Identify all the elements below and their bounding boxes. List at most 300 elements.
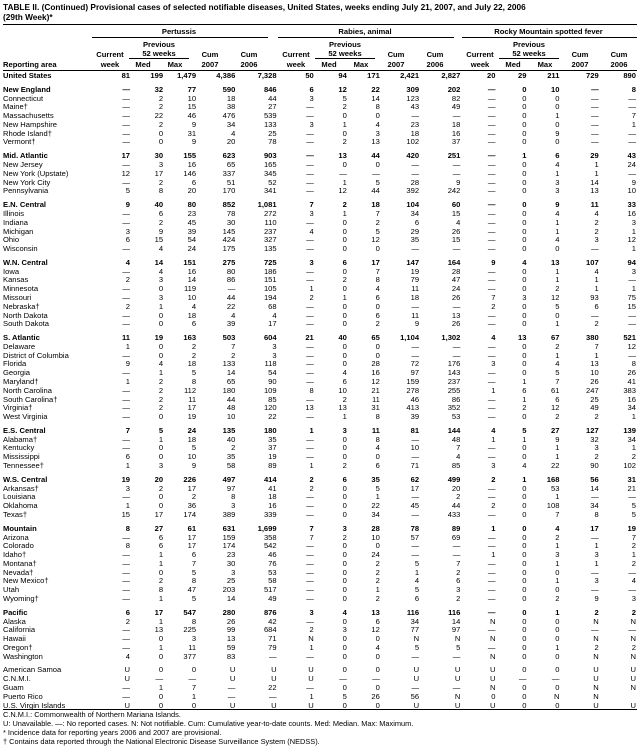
- reporting-area-cell: New Hampshire: [3, 120, 58, 129]
- value-cell: 14: [590, 178, 599, 187]
- value-cell: 19: [410, 267, 420, 276]
- value-cell: 12: [338, 85, 347, 94]
- value-cell: U: [630, 701, 636, 710]
- value-cell: 27: [154, 524, 164, 533]
- value-cell: 2: [456, 493, 461, 502]
- table-title-line1: TABLE II. (Continued) Provisional cases of selected notifiable diseases, United States, weeks ending July 21, 2007, and July 22, 2006: [3, 2, 526, 12]
- value-cell: 48: [451, 435, 461, 444]
- value-cell: 4: [555, 236, 560, 245]
- table-row: [3, 103, 637, 112]
- value-cell: 17: [154, 169, 164, 178]
- value-cell: 0: [555, 245, 560, 254]
- value-cell: 3: [375, 129, 380, 138]
- value-cell: 852: [222, 201, 236, 210]
- value-cell: 29: [410, 227, 420, 236]
- value-cell: 4: [375, 643, 380, 652]
- value-cell: 94: [627, 258, 636, 267]
- value-cell: —: [411, 453, 420, 462]
- value-cell: 21: [371, 386, 380, 395]
- value-cell: 6: [125, 236, 131, 245]
- value-cell: 27: [268, 103, 277, 112]
- value-cell: N: [593, 684, 599, 692]
- value-cell: 34: [590, 502, 599, 511]
- value-cell: 2: [555, 533, 560, 542]
- header-y2007-1-3: 2007: [387, 60, 405, 69]
- value-cell: 34: [226, 120, 236, 129]
- reporting-area-cell: Massachusetts: [3, 112, 54, 121]
- value-cell: 0: [342, 652, 347, 661]
- value-cell: 2: [231, 351, 236, 360]
- value-cell: 8: [375, 413, 380, 422]
- value-cell: 604: [263, 334, 277, 343]
- value-cell: 2: [594, 643, 599, 652]
- value-cell: 2: [158, 120, 164, 129]
- value-cell: 0: [522, 245, 527, 254]
- value-cell: —: [306, 617, 314, 626]
- value-cell: 1: [555, 444, 560, 453]
- value-cell: 1: [631, 120, 636, 129]
- table-row: [3, 436, 637, 445]
- value-cell: 0: [522, 129, 527, 138]
- value-cell: —: [487, 453, 496, 462]
- footnote-legend: U: Unavailable. —: No reported cases. N: Not notifiable. Cum: Cumulative year-to-date counts. Med: Median. Max: Maximum.: [3, 719, 414, 728]
- value-cell: 37: [451, 138, 461, 147]
- reporting-area-cell: W.N. Central: [3, 258, 48, 267]
- value-cell: 44: [371, 187, 380, 196]
- value-cell: 69: [451, 533, 461, 542]
- value-cell: 2: [342, 462, 347, 471]
- value-cell: 1: [309, 426, 314, 435]
- value-cell: 39: [410, 413, 420, 422]
- value-cell: 499: [447, 475, 461, 484]
- value-cell: 1: [522, 475, 527, 484]
- table-row: [3, 635, 637, 644]
- value-cell: 1: [158, 594, 164, 603]
- value-cell: 3: [555, 187, 560, 196]
- reporting-area-cell: Connecticut: [3, 94, 44, 103]
- value-cell: 7: [631, 112, 636, 121]
- reporting-area-cell: E.N. Central: [3, 201, 47, 210]
- value-cell: 53: [268, 568, 277, 577]
- value-cell: 389: [222, 510, 236, 519]
- value-cell: 13: [371, 138, 380, 147]
- value-cell: 3: [631, 267, 636, 276]
- value-cell: 7: [631, 533, 636, 542]
- value-cell: 186: [263, 267, 277, 276]
- value-cell: —: [227, 692, 236, 701]
- header-52weeks-2: 52 weeks: [512, 49, 546, 58]
- value-cell: 180: [263, 426, 277, 435]
- value-cell: 21: [627, 484, 636, 493]
- value-cell: 18: [187, 435, 197, 444]
- value-cell: 202: [447, 85, 461, 94]
- header-previous-1: Previous: [328, 40, 362, 49]
- value-cell: 0: [522, 138, 527, 147]
- data-table: [3, 72, 637, 710]
- value-cell: —: [306, 652, 314, 661]
- reporting-area-cell: Michigan: [3, 227, 34, 236]
- value-cell: —: [487, 395, 496, 404]
- value-cell: 3: [594, 551, 599, 560]
- value-cell: —: [591, 120, 599, 129]
- value-cell: 109: [263, 386, 277, 395]
- value-cell: —: [518, 675, 527, 684]
- value-cell: U: [308, 701, 314, 710]
- value-cell: —: [487, 178, 496, 187]
- value-cell: —: [411, 351, 420, 360]
- value-cell: 0: [375, 112, 380, 121]
- value-cell: 145: [222, 227, 236, 236]
- reporting-area-cell: Washington: [3, 652, 43, 661]
- reporting-area-cell: Alabama†: [3, 435, 38, 444]
- value-cell: —: [487, 413, 496, 422]
- value-cell: 2: [631, 643, 636, 652]
- value-cell: 133: [263, 120, 277, 129]
- value-cell: 42: [268, 617, 277, 626]
- value-cell: —: [122, 311, 131, 320]
- value-cell: N: [593, 652, 599, 661]
- reporting-area-cell: South Carolina†: [3, 395, 58, 404]
- value-cell: —: [487, 129, 496, 138]
- value-cell: 72: [410, 360, 420, 369]
- value-cell: 16: [187, 161, 197, 170]
- value-cell: 0: [555, 635, 560, 644]
- value-cell: 1,081: [257, 201, 277, 210]
- value-cell: 9: [555, 201, 560, 210]
- reporting-area-cell: Nebraska†: [3, 302, 40, 311]
- value-cell: —: [452, 342, 461, 351]
- value-cell: 47: [451, 276, 461, 285]
- value-cell: —: [628, 493, 636, 502]
- footnote-cnmi: C.N.M.I.: Commonwealth of Northern Mariana Islands.: [3, 710, 181, 719]
- value-cell: 226: [183, 475, 197, 484]
- value-cell: 2: [309, 293, 314, 302]
- value-cell: 7,328: [257, 72, 277, 80]
- value-cell: —: [122, 413, 131, 422]
- value-cell: 10: [226, 413, 236, 422]
- value-cell: 53: [551, 484, 560, 493]
- value-cell: 34: [410, 617, 420, 626]
- table-row: [3, 334, 637, 343]
- value-cell: 30: [226, 559, 236, 568]
- value-cell: 1: [158, 684, 164, 692]
- value-cell: 102: [623, 462, 636, 471]
- value-cell: —: [628, 103, 636, 112]
- reporting-area-cell: Guam: [3, 684, 24, 692]
- value-cell: 1: [594, 169, 599, 178]
- value-cell: 3: [231, 502, 236, 511]
- value-cell: 1: [125, 462, 131, 471]
- value-cell: 5: [555, 302, 560, 311]
- value-cell: 3: [309, 94, 314, 103]
- value-cell: 5: [191, 594, 197, 603]
- value-cell: 2: [158, 395, 164, 404]
- value-cell: —: [487, 187, 496, 196]
- value-cell: 6: [158, 542, 164, 551]
- table-row: [3, 276, 637, 285]
- table-row: [3, 502, 637, 511]
- value-cell: —: [487, 276, 496, 285]
- value-cell: 18: [187, 360, 197, 369]
- value-cell: —: [487, 85, 496, 94]
- value-cell: 2: [342, 533, 347, 542]
- value-cell: 0: [555, 652, 560, 661]
- value-cell: 1: [555, 218, 560, 227]
- value-cell: 0: [375, 302, 380, 311]
- value-cell: 1: [342, 413, 347, 422]
- value-cell: 5: [125, 187, 131, 196]
- value-cell: 4: [375, 120, 380, 129]
- value-cell: 199: [150, 72, 164, 80]
- value-cell: 9: [631, 178, 636, 187]
- value-cell: —: [306, 453, 314, 462]
- value-cell: 62: [410, 475, 420, 484]
- value-cell: 1: [555, 320, 560, 329]
- value-cell: 7: [191, 684, 197, 692]
- value-cell: 0: [522, 236, 527, 245]
- value-cell: 3: [158, 462, 164, 471]
- value-cell: 2: [555, 594, 560, 603]
- value-cell: 9: [456, 178, 461, 187]
- value-cell: 4: [491, 426, 496, 435]
- value-cell: 15: [627, 302, 636, 311]
- value-cell: 97: [226, 484, 236, 493]
- value-cell: 0: [375, 652, 380, 661]
- reporting-area-cell: Kansas: [3, 276, 29, 285]
- value-cell: 2: [594, 608, 599, 617]
- value-cell: 4: [491, 334, 496, 343]
- header-52weeks-rule-0: [129, 58, 189, 59]
- value-cell: 0: [522, 360, 527, 369]
- value-cell: 6: [414, 594, 420, 603]
- value-cell: 23: [410, 120, 420, 129]
- value-cell: 6: [555, 152, 560, 161]
- value-cell: 11: [590, 201, 599, 210]
- table-row: [3, 644, 637, 653]
- reporting-area-cell: Tennessee†: [3, 462, 44, 471]
- value-cell: 272: [263, 209, 277, 218]
- value-cell: 1: [631, 444, 636, 453]
- value-cell: 4: [342, 369, 347, 378]
- value-cell: 2: [522, 404, 527, 413]
- value-cell: 163: [183, 334, 197, 343]
- reporting-area-cell: New Mexico†: [3, 577, 49, 586]
- value-cell: —: [155, 675, 164, 684]
- value-cell: 35: [371, 475, 380, 484]
- value-cell: 1: [555, 351, 560, 360]
- value-cell: 9: [594, 594, 599, 603]
- value-cell: 13: [551, 258, 560, 267]
- value-cell: 0: [522, 112, 527, 121]
- value-cell: —: [339, 675, 347, 684]
- value-cell: 45: [187, 218, 197, 227]
- value-cell: 0: [522, 369, 527, 378]
- value-cell: 135: [222, 426, 236, 435]
- value-cell: —: [306, 342, 314, 351]
- value-cell: 35: [226, 453, 236, 462]
- value-cell: 2: [594, 413, 599, 422]
- table-row: [3, 413, 637, 422]
- value-cell: 0: [555, 94, 560, 103]
- table-row: [3, 453, 637, 462]
- value-cell: 34: [371, 510, 380, 519]
- value-cell: —: [306, 161, 314, 170]
- header-cum-1-4: Cum: [426, 50, 444, 59]
- value-cell: 41: [627, 378, 636, 386]
- value-cell: 0: [555, 311, 560, 320]
- value-cell: 5: [414, 559, 420, 568]
- value-cell: N: [489, 652, 496, 661]
- table-row: [3, 462, 637, 471]
- value-cell: 6: [456, 577, 461, 586]
- value-cell: U: [229, 701, 236, 710]
- value-cell: 10: [187, 94, 197, 103]
- value-cell: —: [306, 684, 314, 692]
- header-y2006-0-4: 2006: [240, 60, 258, 69]
- value-cell: 18: [268, 493, 277, 502]
- value-cell: 0: [522, 617, 527, 626]
- value-cell: 5: [414, 586, 420, 595]
- value-cell: 123: [406, 94, 420, 103]
- value-cell: —: [411, 652, 420, 661]
- value-cell: 7: [375, 267, 380, 276]
- value-cell: 2: [456, 594, 461, 603]
- value-cell: 8: [631, 85, 636, 94]
- value-cell: —: [306, 369, 314, 378]
- value-cell: 684: [263, 626, 277, 635]
- value-cell: 22: [226, 302, 236, 311]
- value-cell: 5: [191, 568, 197, 577]
- value-cell: —: [487, 94, 496, 103]
- value-cell: —: [122, 293, 131, 302]
- value-cell: 9: [555, 129, 560, 138]
- value-cell: 0: [342, 311, 347, 320]
- table-row: [3, 268, 637, 277]
- reporting-area-cell: California: [3, 626, 36, 635]
- value-cell: —: [306, 187, 314, 196]
- value-cell: 5: [342, 94, 347, 103]
- value-cell: 20: [487, 72, 496, 80]
- value-cell: 135: [263, 245, 277, 254]
- value-cell: 903: [263, 152, 277, 161]
- group-header-rmsf: Rocky Mountain spotted fever: [494, 27, 603, 36]
- value-cell: —: [591, 533, 599, 542]
- value-cell: 9: [158, 227, 164, 236]
- value-cell: —: [306, 169, 314, 178]
- value-cell: 0: [522, 635, 527, 644]
- header-y2006-1-4: 2006: [426, 60, 444, 69]
- value-cell: —: [411, 245, 420, 254]
- table-row: [3, 444, 637, 453]
- reporting-area-cell: Indiana: [3, 218, 28, 227]
- value-cell: 80: [226, 267, 236, 276]
- reporting-area-cell: Nevada†: [3, 568, 34, 577]
- value-cell: —: [487, 559, 496, 568]
- value-cell: —: [306, 502, 314, 511]
- value-cell: —: [122, 209, 131, 218]
- value-cell: 2: [631, 542, 636, 551]
- value-cell: 12: [627, 236, 636, 245]
- value-cell: 3: [309, 608, 314, 617]
- value-cell: 159: [222, 533, 236, 542]
- table-row: [3, 320, 637, 329]
- reporting-area-cell: North Dakota: [3, 311, 48, 320]
- value-cell: 2: [594, 227, 599, 236]
- value-cell: —: [487, 444, 496, 453]
- table-row: [3, 210, 637, 219]
- value-cell: 12: [551, 404, 560, 413]
- value-cell: —: [487, 568, 496, 577]
- value-cell: 33: [627, 201, 636, 210]
- value-cell: —: [306, 444, 314, 453]
- value-cell: 2: [375, 559, 380, 568]
- value-cell: 37: [268, 444, 277, 453]
- value-cell: 3: [158, 276, 164, 285]
- table-row: [3, 130, 637, 139]
- value-cell: 44: [371, 152, 380, 161]
- value-cell: 78: [268, 138, 277, 147]
- value-cell: 58: [268, 577, 277, 586]
- value-cell: 3: [594, 444, 599, 453]
- value-cell: 7: [309, 201, 314, 210]
- table-row: [3, 626, 637, 635]
- value-cell: 8: [594, 510, 599, 519]
- value-cell: 43: [410, 103, 420, 112]
- value-cell: 85: [451, 462, 461, 471]
- value-cell: 0: [342, 643, 347, 652]
- value-cell: —: [487, 342, 496, 351]
- value-cell: 20: [226, 138, 236, 147]
- value-cell: 0: [158, 138, 164, 147]
- value-cell: —: [628, 311, 636, 320]
- value-cell: 12: [371, 378, 380, 386]
- value-cell: —: [452, 542, 461, 551]
- value-cell: 14: [154, 258, 164, 267]
- value-cell: 7: [456, 559, 461, 568]
- value-cell: 108: [546, 502, 560, 511]
- value-cell: 144: [447, 426, 461, 435]
- value-cell: 6: [594, 302, 599, 311]
- value-cell: 0: [522, 187, 527, 196]
- value-cell: 24: [451, 285, 461, 294]
- value-cell: 116: [448, 608, 461, 617]
- value-cell: 2: [158, 484, 164, 493]
- value-cell: 54: [187, 236, 197, 245]
- value-cell: 146: [183, 169, 197, 178]
- value-cell: 1: [491, 435, 496, 444]
- table-row: [3, 112, 637, 121]
- value-cell: 0: [342, 129, 347, 138]
- value-cell: —: [551, 675, 560, 684]
- value-cell: —: [122, 129, 131, 138]
- value-cell: 15: [187, 103, 197, 112]
- reporting-area-cell: U.S. Virgin Islands: [3, 701, 66, 710]
- reporting-area-cell: Missouri: [3, 293, 32, 302]
- value-cell: —: [306, 395, 314, 404]
- value-cell: 2: [491, 502, 496, 511]
- value-cell: —: [411, 684, 420, 692]
- value-cell: 0: [522, 684, 527, 692]
- reporting-area-cell: Mississippi: [3, 453, 40, 462]
- value-cell: —: [411, 302, 420, 311]
- reporting-area-cell: Iowa: [3, 267, 20, 276]
- value-cell: 2: [594, 218, 599, 227]
- value-cell: 0: [158, 413, 164, 422]
- value-cell: —: [487, 643, 496, 652]
- value-cell: 1: [491, 386, 496, 395]
- value-cell: —: [122, 626, 131, 635]
- value-cell: 0: [158, 568, 164, 577]
